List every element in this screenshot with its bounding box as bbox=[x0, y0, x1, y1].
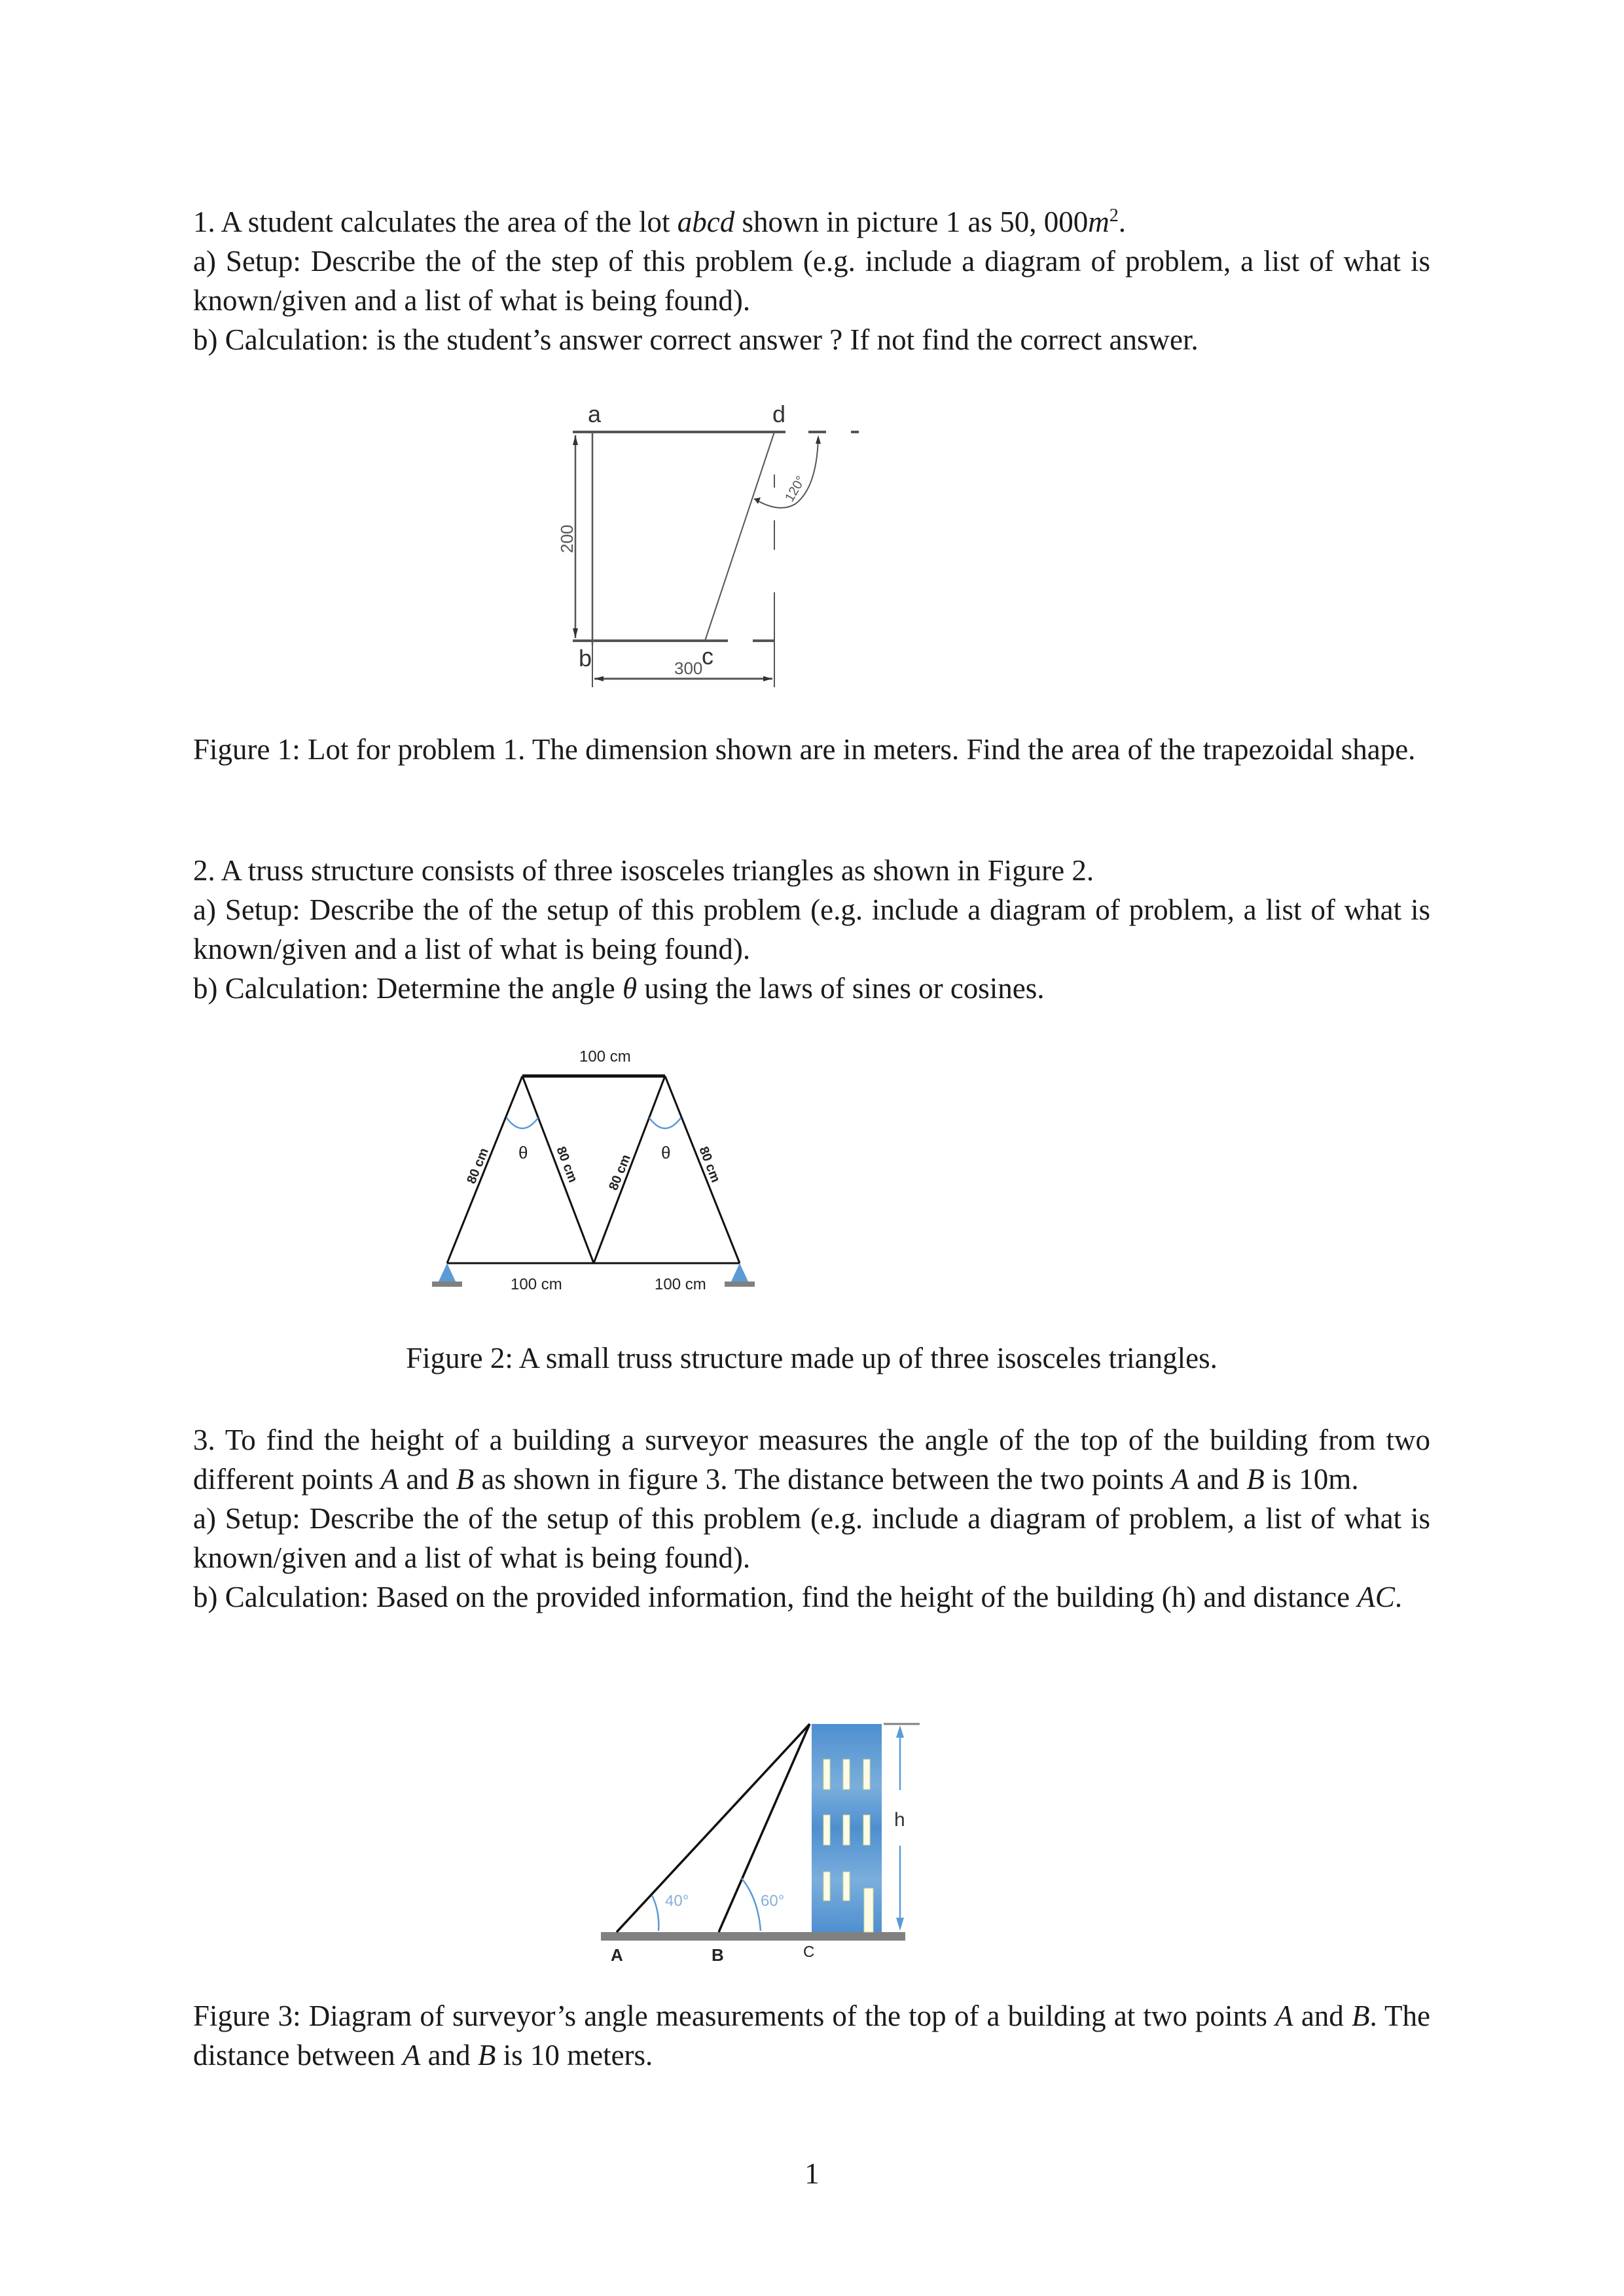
problem-1-part-b: b) Calculation: is the student’s answer correct answer ? If not find the correct answer. bbox=[193, 323, 1199, 356]
side-length-label-4: 80 cm bbox=[696, 1144, 723, 1185]
problem-2-part-b: b) Calculation: Determine the angle θ using the laws of sines or cosines. bbox=[193, 972, 1045, 1005]
bottom-left-length-label: 100 cm bbox=[511, 1276, 562, 1293]
figure-3-caption: Figure 3: Diagram of surveyor’s angle measurements of the top of a building at two points A and B. The distance between A and B is 10 meters. bbox=[193, 2000, 1430, 2072]
point-label-c: C bbox=[803, 1943, 815, 1961]
ground-line bbox=[601, 1932, 905, 1941]
bottom-right-length-label: 100 cm bbox=[655, 1276, 706, 1293]
problem-1 bbox=[193, 196, 1430, 359]
theta-label-right: θ bbox=[661, 1143, 671, 1162]
vertex-label-b: b bbox=[579, 645, 592, 672]
point-label-b: B bbox=[712, 1945, 724, 1965]
top-length-label: 100 cm bbox=[579, 1048, 631, 1066]
page-number: 1 bbox=[804, 2157, 820, 2190]
problem-2 bbox=[193, 851, 1430, 1008]
problem-3 bbox=[193, 1420, 1430, 1617]
problem-2-part-a: a) Setup: Describe the of the setup of this problem (e.g. include a diagram of problem, a list of what is known/given and a list of what is being found). bbox=[193, 893, 1430, 965]
angle-label-120: 120° bbox=[782, 473, 809, 505]
figure-2-caption: Figure 2: A small truss structure made up of three isosceles triangles. bbox=[406, 1342, 1218, 1374]
theta-label-left: θ bbox=[518, 1143, 528, 1162]
vertex-label-d: d bbox=[772, 401, 786, 427]
figure-1-caption: Figure 1: Lot for problem 1. The dimension shown are in meters. Find the area of the trapezoidal shape. bbox=[193, 733, 1416, 766]
figure-3-building-diagram bbox=[589, 1702, 1113, 1977]
problem-3-part-a: a) Setup: Describe the of the setup of this problem (e.g. include a diagram of problem, a list of what is known/given and a list of what is being found). bbox=[193, 1502, 1430, 1574]
side-length-label-1: 80 cm bbox=[464, 1146, 492, 1186]
side-length-label-3: 80 cm bbox=[606, 1153, 634, 1193]
point-label-a: A bbox=[611, 1945, 623, 1965]
problem-1-intro: 1. A student calculates the area of the lot abcd shown in picture 1 as 50, $000m^2$. bbox=[193, 206, 1126, 238]
angle-label-40: 40° bbox=[665, 1892, 689, 1910]
vertex-label-c: c bbox=[702, 643, 713, 670]
side-length-label-2: 80 cm bbox=[553, 1144, 581, 1185]
vertex-label-a: a bbox=[588, 401, 602, 427]
height-dimension-label: 200 bbox=[557, 524, 577, 553]
problem-3-intro: 3. To find the height of a building a surveyor measures the angle of the top of the building from two different points A and B as shown in figure 3. The distance between the two points A and B is 10m. bbox=[193, 1424, 1430, 1496]
height-label-h: h bbox=[894, 1809, 905, 1831]
problem-3-part-b: b) Calculation: Based on the provided information, find the height of the building (h) and distance AC. bbox=[193, 1581, 1403, 1613]
figure-2-truss-diagram bbox=[425, 1034, 1244, 1309]
angle-label-60: 60° bbox=[761, 1892, 785, 1910]
width-dimension-label: 300 bbox=[674, 658, 703, 678]
figure-1-lot-diagram bbox=[556, 393, 1146, 720]
problem-1-part-a: a) Setup: Describe the of the step of this problem (e.g. include a diagram of problem, a list of what is known/given and a list of what is being found). bbox=[193, 245, 1430, 317]
problem-2-intro: 2. A truss structure consists of three isosceles triangles as shown in Figure 2. bbox=[193, 854, 1094, 887]
